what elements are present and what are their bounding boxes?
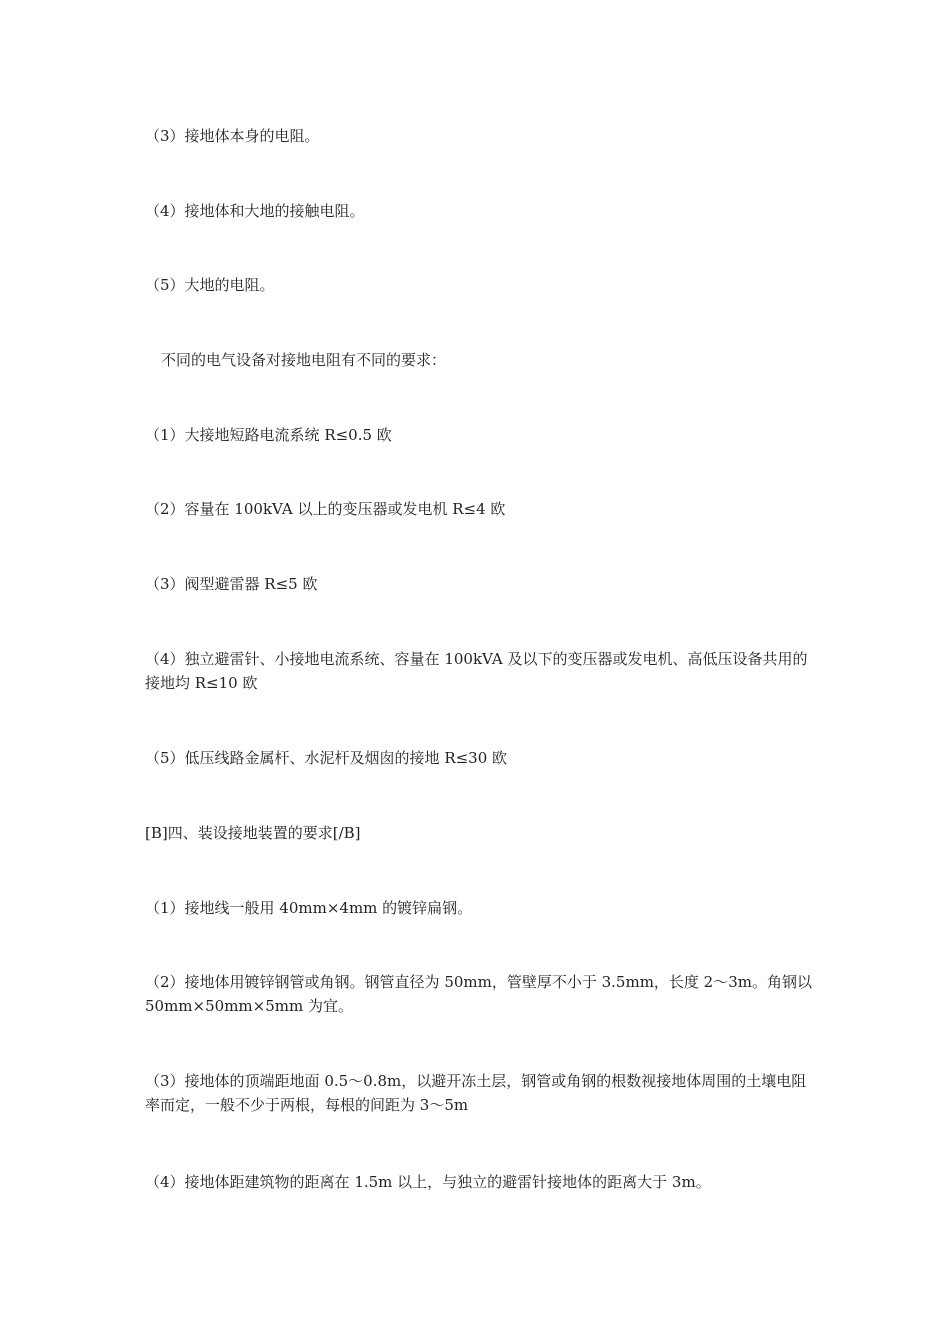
paragraph: （4）接地体距建筑物的距离在 1.5m 以上，与独立的避雷针接地体的距离大于 3m。 — [145, 1173, 711, 1191]
paragraph: （2）容量在 100kVA 以上的变压器或发电机 R≤4 欧 — [145, 500, 506, 518]
paragraph: （3）接地体的顶端距地面 0.5～0.8m，以避开冻土层，钢管或角钢的根数视接地体周围的土壤电阻率而定，一般不少于两根，每根的间距为 3～5m — [145, 1072, 807, 1114]
paragraph: （3）阀型避雷器 R≤5 欧 — [145, 575, 318, 593]
paragraph: 不同的电气设备对接地电阻有不同的要求： — [161, 351, 447, 369]
paragraph: （2）接地体用镀锌钢管或角钢。钢管直径为 50mm，管壁厚不小于 3.5mm，长度 2～3m。角钢以 50mm×50mm×5mm 为宜。 — [145, 973, 812, 1015]
paragraph: （1）接地线一般用 40mm×4mm 的镀锌扁钢。 — [145, 899, 473, 917]
paragraph: （4）接地体和大地的接触电阻。 — [145, 202, 365, 220]
paragraph: （5）大地的电阻。 — [145, 276, 275, 294]
paragraph: （5）低压线路金属杆、水泥杆及烟囱的接地 R≤30 欧 — [145, 749, 508, 767]
paragraph: （1）大接地短路电流系统 R≤0.5 欧 — [145, 426, 392, 444]
paragraph: （3）接地体本身的电阻。 — [145, 127, 320, 145]
paragraph: （4）独立避雷针、小接地电流系统、容量在 100kVA 及以下的变压器或发电机、高低压设备共用的接地均 R≤10 欧 — [145, 650, 808, 692]
section-heading: [B]四、装设接地装置的要求[/B] — [145, 824, 361, 842]
